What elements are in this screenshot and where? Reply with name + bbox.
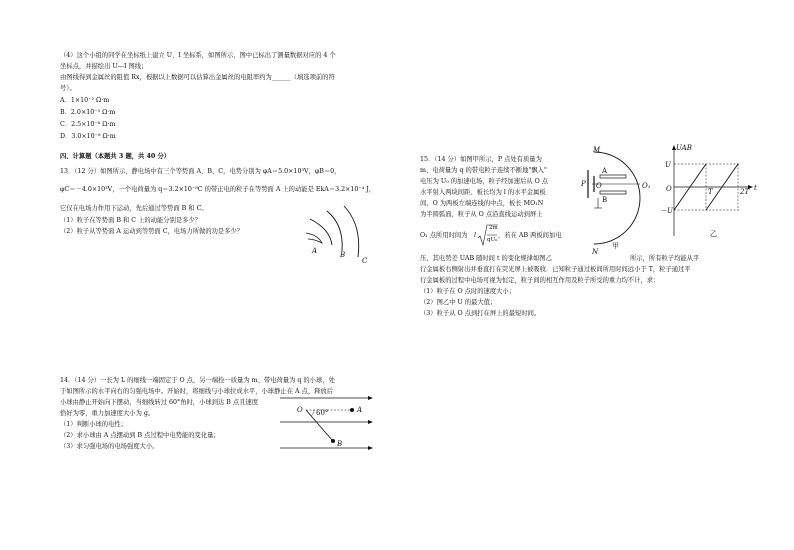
caption-jia: 甲: [612, 242, 619, 250]
q13-line3: 它仅在电场力作用下运动，先后通过等势面 B 和 C。: [60, 205, 208, 212]
q15-sub2: （2）图乙中 U 的最大值；: [420, 299, 497, 306]
label-u: U: [665, 161, 671, 169]
label-a: A: [312, 247, 318, 255]
q15-line7-lead: O₁ 点所用时间为: [420, 232, 468, 239]
q13-sub1: （1）粒子在等势面 B 和 C 上的动能分别是多少？: [60, 217, 202, 224]
voltage-graph-yi: [660, 142, 760, 242]
q4-option-b: B．2.0×10⁻³ Ω·m: [60, 109, 116, 116]
q15-line4: 水平射入两块间距、板长均为 l 的水平金属板: [420, 189, 546, 196]
label-uab: UAB: [676, 144, 692, 152]
q13-line1: 13．（12 分）如图所示，静电场中有三个等势面 A、B、C，电势分别为 φA＝5.0×10³V，φB＝0，: [60, 168, 341, 175]
q14-line1: 14．（14 分）一长为 L 的细线一端固定于 O 点，另一端拴一质量为 m、带电荷量为 q 的小球，处: [60, 377, 335, 384]
label-c: C: [362, 257, 368, 265]
q14-sub3: （3）求匀强电场的电场强度大小。: [60, 443, 159, 450]
q15-line8-lead: 压，其电势差 UAB 随时间 t 的变化规律如图乙: [420, 255, 552, 262]
q15-line6: 为半圆弧面，粒子从 O 点沿直线运动到屏上: [420, 211, 543, 218]
q15-line7-tail: ，若在 AB 两板间加电: [498, 232, 562, 239]
q15-line9: 行金属板右侧射出并垂直打在荧光屏上被吸收．已知粒子通过板间所用时间远小于 T，粒子通过平: [420, 266, 691, 273]
q4-option-a: A．1×10⁻² Ω·m: [60, 97, 110, 104]
label-zero: O: [666, 185, 672, 193]
q14-sub1: （1）判断小球的电性；: [60, 421, 127, 428]
label-angle: 60°: [316, 409, 329, 417]
caption-yi: 乙: [710, 230, 717, 238]
label-t-axis: t: [754, 184, 757, 192]
q15-line3: 电压为 U₀ 的加速电场，粒子经加速后从 O 点: [420, 178, 549, 185]
label-b: B: [340, 251, 346, 259]
label-t: T: [708, 188, 713, 196]
q4-line2: 坐标点，并描绘出 U—I 图线；: [60, 63, 148, 70]
q13-sub2: （2）粒子从等势面 A 运动到等势面 C，电场力所做的功是多少？: [60, 228, 244, 235]
label-n: N: [592, 248, 599, 256]
pendulum-field-figure: [276, 390, 376, 460]
q15-line2: m、电荷量为 q 的带电粒子连续不断地"飘入": [420, 167, 547, 174]
q15-line8-tail: 所示，所有粒子均能从平: [630, 255, 700, 262]
label-o: O: [596, 182, 602, 190]
q14-line3: 小球由静止开始向下摆动，当细线转过 60°角时，小球到达 B 点且速度: [60, 399, 259, 406]
apparatus-figure-jia: [580, 146, 660, 256]
section-heading: 四、计算题（本题共 3 题，共 40 分）: [60, 153, 171, 160]
label-a: A: [357, 406, 363, 414]
label-o: O: [297, 406, 303, 414]
q4-line4: 号）。: [60, 85, 76, 92]
label-b: B: [337, 440, 343, 448]
q15-line1: 15．（14 分）如图甲所示，P 点处有质量为: [420, 156, 542, 163]
label-neg-u: －U: [660, 207, 673, 215]
q14-line2: 于如图所示的水平向右的匀强电场中。开始时，将细线与小球拉成水平，小球静止在 A 点，释放后: [60, 388, 334, 395]
frac-numerator: 2m: [489, 225, 498, 231]
q4-option-c: C．2.5×10⁻⁶ Ω·m: [60, 121, 116, 128]
q4-line3: 由图线得到金属丝的阻值 Rx，根据以上数据可以估算出金属丝的电阻率约为______（填选项前的符: [60, 74, 335, 81]
q13-line2: φC＝－4.0×10³V，一个电荷量为 q＝3.2×10⁻⁸C 的带正电的粒子在等势面 A 上的动能是 EkA＝3.2×10⁻⁴ J，: [60, 186, 376, 193]
q15-line5: 间，O 为两板左端连线的中点，板长 MO₁N: [420, 200, 544, 207]
q4-line1: （4）这个小组的同学在坐标纸上建立 U、I 坐标系，如图所示，图中已标出了测量数据对应的 4 个: [60, 52, 336, 59]
label-a: A: [602, 167, 608, 175]
label-b: B: [602, 196, 608, 204]
label-2t: 2T: [740, 188, 750, 196]
q14-sub2: （2）求小球由 A 点摆动到 B 点过程中电势能的变化量；: [60, 432, 220, 439]
label-m: M: [593, 146, 601, 154]
label-o1: O₁: [642, 182, 651, 190]
q15-line10: 行金属板的过程中电场可视为恒定，粒子间的相互作用及粒子所受的重力均不计，求：: [420, 277, 660, 284]
q14-line4: 恰好为零，重力加速度大小为 g。: [60, 410, 155, 417]
q4-option-d: D．3.0×10⁻⁸ Ω·m: [60, 133, 116, 140]
q15-sub1: （1）粒子在 O 点时的速度大小；: [420, 288, 516, 295]
q15-line7-l: l: [474, 232, 477, 239]
equipotential-figure: [300, 205, 380, 265]
label-p: P: [581, 180, 586, 188]
frac-denominator: qU₀: [487, 237, 498, 243]
q15-sub3: （3）粒子从 O 点到打在屏上的最短时间。: [420, 310, 541, 317]
